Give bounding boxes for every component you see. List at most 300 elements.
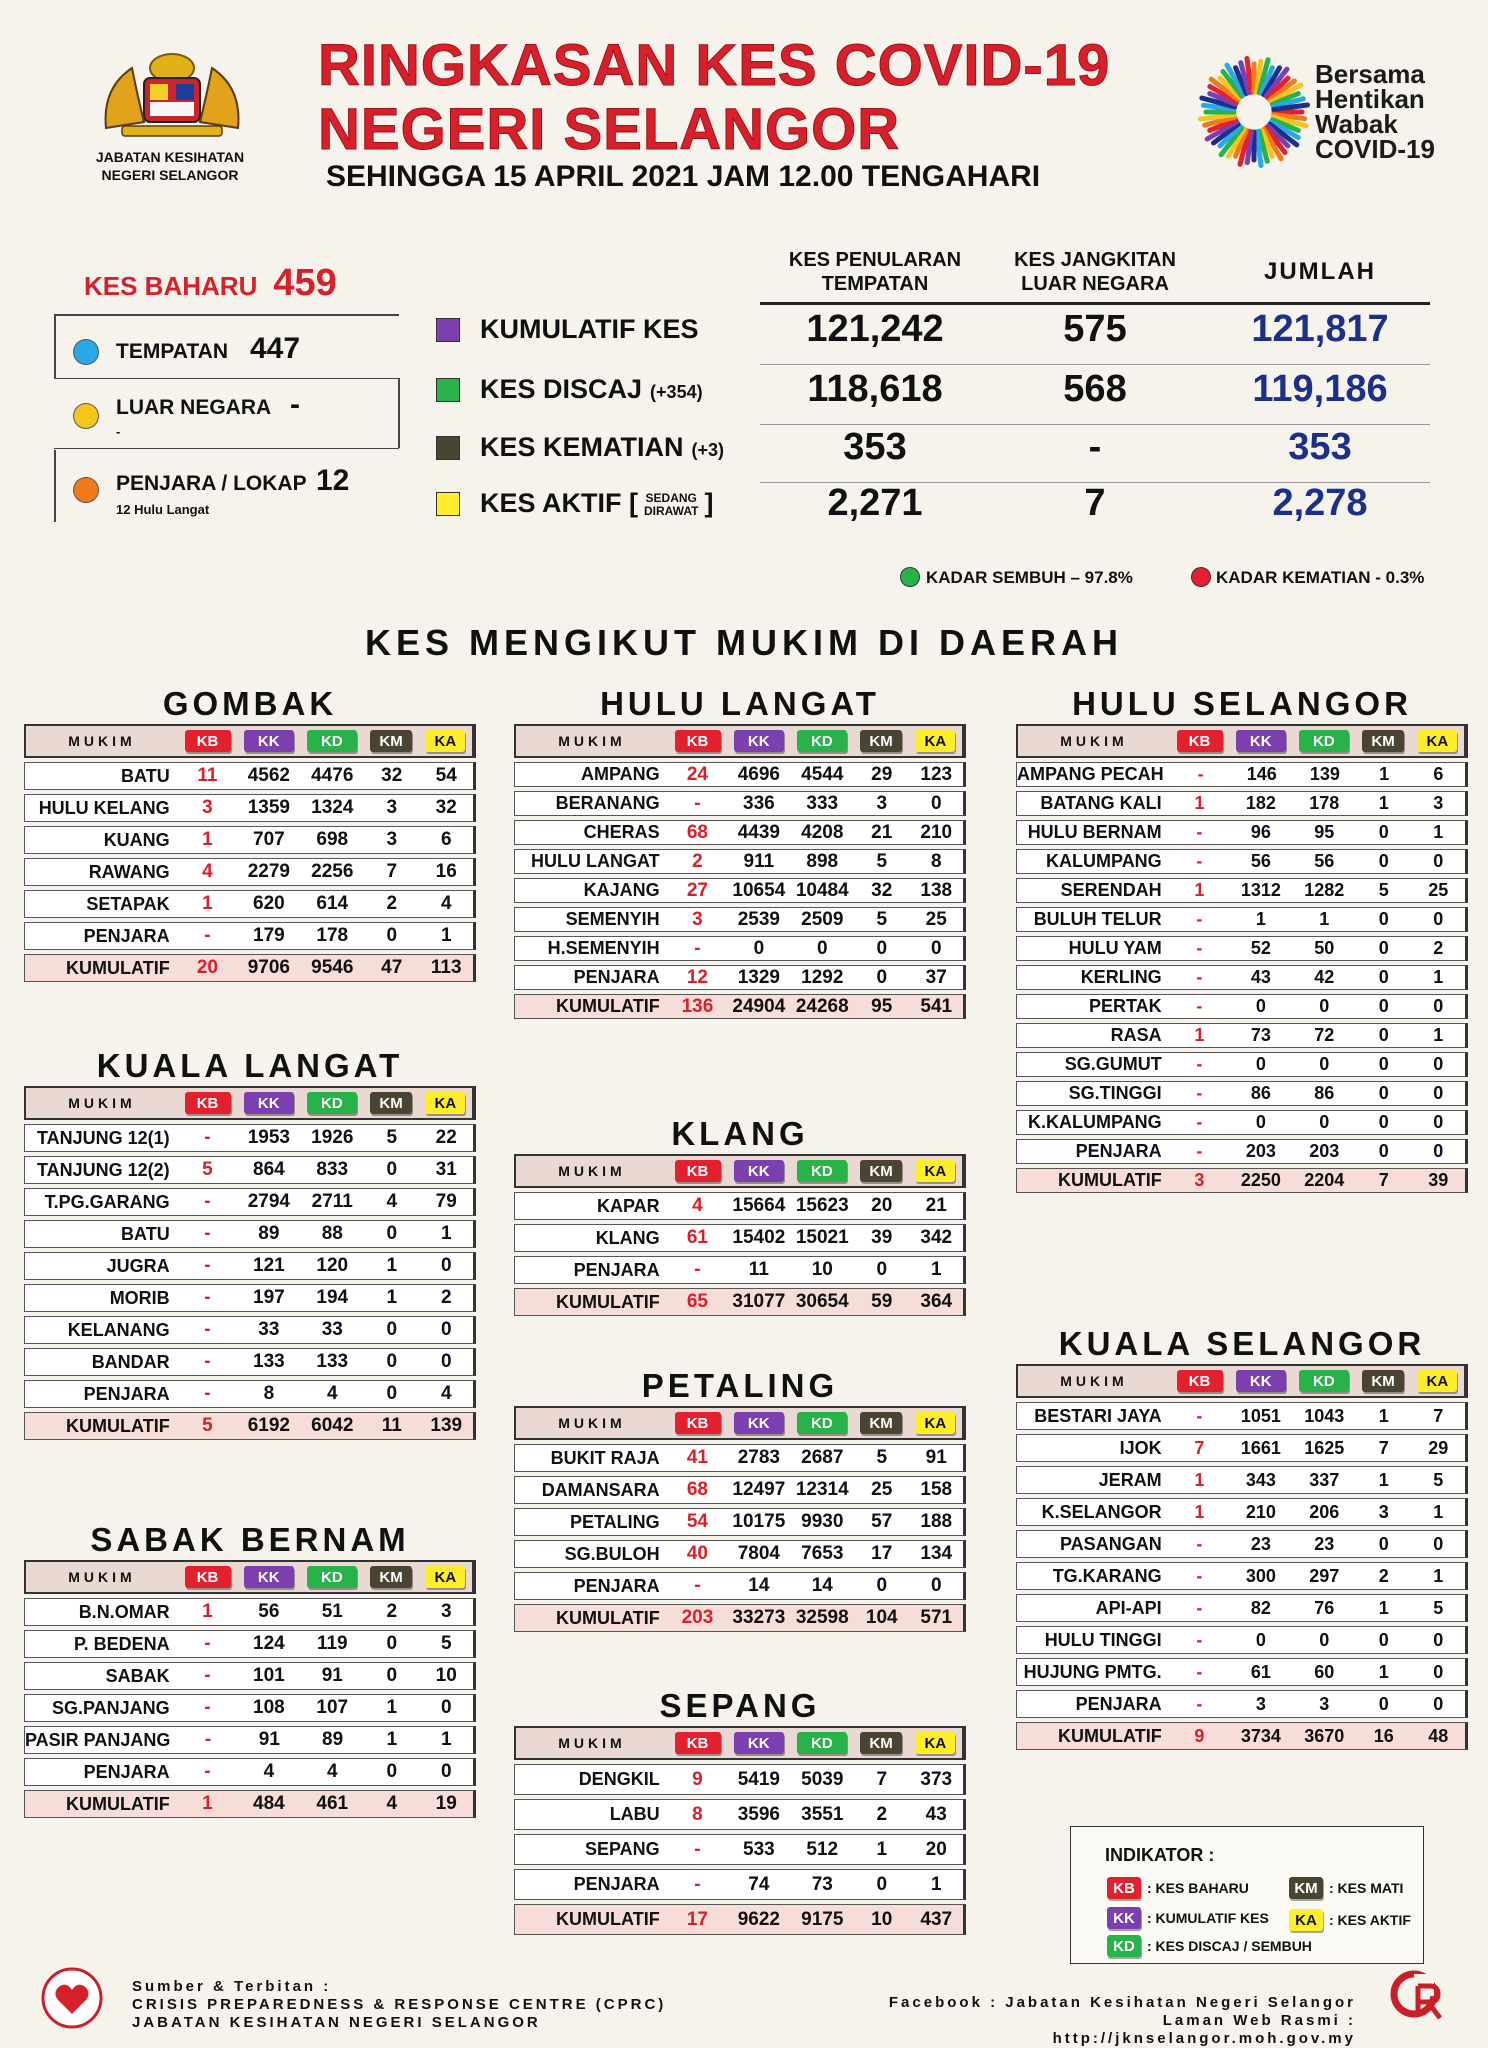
cell-ka: 39 bbox=[1428, 1170, 1449, 1190]
cell-kb: 20 bbox=[196, 957, 218, 978]
cell-kk: 343 bbox=[1245, 1469, 1276, 1490]
header-cell-kd bbox=[1292, 730, 1355, 752]
cell-kb: 54 bbox=[686, 1511, 708, 1532]
cell-kb: 9 bbox=[1194, 1725, 1205, 1746]
table-row bbox=[1016, 1690, 1468, 1718]
mukim-name: KALUMPANG bbox=[1046, 851, 1162, 871]
summary-row-4-local: 2,271 bbox=[827, 482, 923, 524]
cell-kd: 133 bbox=[316, 1351, 349, 1372]
summary-row-3-total: 353 bbox=[1288, 426, 1352, 468]
cell-ka: 5 bbox=[1433, 1469, 1444, 1490]
header-km-badge: KM bbox=[860, 1160, 902, 1182]
cell-kd: 512 bbox=[806, 1838, 839, 1860]
summary-row-2-change: (+354) bbox=[650, 382, 703, 402]
cell-kd: 0 bbox=[1319, 1629, 1330, 1650]
table-row bbox=[1016, 1562, 1468, 1590]
header-cell-ka bbox=[419, 1092, 472, 1114]
col-header-import-line-1: KES JANGKITAN bbox=[1014, 249, 1176, 271]
cell-ka: 123 bbox=[920, 763, 953, 785]
cell-kd: 337 bbox=[1309, 1469, 1340, 1490]
mukim-name: PETALING bbox=[570, 1511, 660, 1532]
legend-kd-text: : KES DISCAJ / SEMBUH bbox=[1147, 1938, 1312, 1954]
header-cell-kk bbox=[727, 1160, 790, 1182]
table-row bbox=[24, 1380, 476, 1408]
cell-ka: 373 bbox=[920, 1768, 953, 1790]
mukim-name: SEPANG bbox=[585, 1839, 660, 1859]
cell-kb: 68 bbox=[686, 821, 708, 843]
legend-kb-badge: KB bbox=[1107, 1877, 1141, 1899]
cell-kd: 833 bbox=[316, 1159, 349, 1180]
cell-ka: 29 bbox=[1428, 1437, 1449, 1458]
cell-ka: 3 bbox=[440, 1601, 452, 1622]
cell-km: 0 bbox=[1378, 967, 1389, 987]
footer-source-line-2: CRISIS PREPAREDNESS & RESPONSE CENTRE (CPRC) bbox=[132, 1996, 667, 2013]
new-cases-rule-d bbox=[54, 448, 399, 449]
cell-km: 39 bbox=[871, 1227, 893, 1248]
cumulative-row bbox=[24, 1412, 476, 1440]
cell-kb: 24 bbox=[686, 763, 708, 785]
header-km-badge: KM bbox=[860, 1412, 902, 1434]
cell-kd: 9930 bbox=[801, 1511, 844, 1532]
header-cell-kk bbox=[727, 730, 790, 752]
header-km-badge: KM bbox=[370, 1566, 412, 1588]
district-title: PETALING bbox=[641, 1367, 839, 1404]
cell-kb: - bbox=[1196, 1141, 1203, 1161]
district-gombak bbox=[24, 684, 476, 982]
header-kk-badge: KK bbox=[244, 730, 294, 752]
legend-kb-text: : KES BAHARU bbox=[1147, 1880, 1249, 1896]
district-title: KLANG bbox=[671, 1115, 809, 1152]
table-row bbox=[24, 1726, 476, 1754]
header-cell-kd bbox=[1292, 1370, 1355, 1392]
cell-ka: 21 bbox=[925, 1195, 947, 1216]
header-cell-km bbox=[853, 1412, 908, 1434]
header-kb-badge: KB bbox=[185, 730, 231, 752]
cell-ka: 25 bbox=[1428, 880, 1449, 900]
cell-kd: 2256 bbox=[311, 861, 354, 882]
summary-row-3-label-text: KES KEMATIAN bbox=[480, 432, 684, 462]
header-cell-kb bbox=[668, 1412, 727, 1434]
table-row bbox=[1016, 849, 1468, 874]
mukim-name: KUMULATIF bbox=[556, 1291, 660, 1312]
header-cell-kd bbox=[790, 1160, 853, 1182]
cell-kb: - bbox=[204, 1697, 211, 1718]
cell-kd: 333 bbox=[806, 792, 839, 814]
cell-km: 0 bbox=[1378, 1693, 1389, 1714]
cell-ka: 5 bbox=[1433, 1597, 1444, 1618]
cell-km: 0 bbox=[876, 937, 888, 959]
summary-row-4-label bbox=[480, 488, 713, 519]
page-title bbox=[318, 34, 1110, 162]
district-petaling bbox=[514, 1366, 966, 1632]
prison-dot-icon bbox=[74, 478, 98, 502]
cell-kb: - bbox=[1196, 1533, 1203, 1554]
cumulative-row bbox=[514, 1904, 966, 1935]
table-row bbox=[1016, 1530, 1468, 1558]
cell-km: 25 bbox=[871, 1479, 893, 1500]
mukim-name: KUMULATIF bbox=[556, 1607, 660, 1628]
district-title: GOMBAK bbox=[162, 685, 338, 722]
cell-kk: 108 bbox=[253, 1697, 285, 1718]
cell-kd: 614 bbox=[316, 893, 349, 914]
table-row bbox=[514, 878, 966, 903]
cell-km: 3 bbox=[876, 792, 888, 814]
header-kb-badge: KB bbox=[1177, 730, 1223, 752]
cell-kk: 864 bbox=[253, 1159, 285, 1180]
mukim-name: BERANANG bbox=[555, 793, 660, 813]
summary-row-1-import: 575 bbox=[1063, 308, 1127, 350]
coat-of-arms-logo bbox=[92, 38, 252, 142]
cell-kb: - bbox=[694, 1575, 701, 1596]
cell-kd: 51 bbox=[321, 1601, 343, 1622]
cell-km: 4 bbox=[386, 1793, 398, 1814]
cell-km: 7 bbox=[386, 861, 398, 882]
cell-kd: 120 bbox=[316, 1255, 349, 1276]
cell-ka: 54 bbox=[435, 765, 457, 786]
cell-kb: - bbox=[1196, 1565, 1203, 1586]
cell-kk: 15402 bbox=[732, 1227, 786, 1248]
footer-source-line-1: Sumber & Terbitan : bbox=[132, 1978, 332, 1995]
cell-km: 0 bbox=[386, 1223, 398, 1244]
cell-kd: 1625 bbox=[1304, 1437, 1345, 1458]
header-cell-ka bbox=[1411, 1370, 1464, 1392]
cell-kk: 0 bbox=[753, 937, 765, 959]
cell-kk: 89 bbox=[258, 1223, 280, 1244]
district-title: SEPANG bbox=[659, 1687, 821, 1724]
footer-website[interactable]: Laman Web Rasmi : http://jknselangor.moh.gov.my bbox=[1052, 2012, 1356, 2047]
campaign-sunburst-logo bbox=[1198, 56, 1310, 168]
district-hulu-langat bbox=[514, 684, 966, 1019]
cell-kd: 88 bbox=[321, 1223, 343, 1244]
table-header bbox=[514, 724, 966, 758]
header-ka-badge: KA bbox=[915, 1160, 955, 1182]
local-dot-icon bbox=[74, 340, 98, 364]
cumulative-row bbox=[514, 1288, 966, 1316]
col-header-import bbox=[1000, 248, 1190, 296]
header-km-badge: KM bbox=[860, 730, 902, 752]
cell-kk: 124 bbox=[253, 1633, 285, 1654]
cell-kb: 1 bbox=[202, 1793, 213, 1814]
import-label: LUAR NEGARA bbox=[116, 396, 272, 419]
cell-kb: - bbox=[1196, 1054, 1203, 1074]
table-row bbox=[1016, 820, 1468, 845]
cell-kd: 60 bbox=[1314, 1661, 1335, 1682]
mukim-name: KELANANG bbox=[67, 1319, 170, 1340]
cell-kd: 30654 bbox=[795, 1291, 849, 1312]
cell-kk: 2250 bbox=[1240, 1170, 1281, 1190]
mukim-name: P. BEDENA bbox=[73, 1633, 170, 1654]
cell-km: 0 bbox=[1378, 1025, 1389, 1045]
cell-km: 2 bbox=[386, 1601, 398, 1622]
table-row bbox=[24, 794, 476, 822]
mukim-name: BESTARI JAYA bbox=[1034, 1405, 1162, 1426]
cell-kk: 3596 bbox=[737, 1803, 780, 1825]
cell-kd: 73 bbox=[811, 1873, 833, 1895]
cell-ka: 1 bbox=[930, 1259, 942, 1280]
cell-kb: - bbox=[1196, 909, 1203, 929]
cell-kb: - bbox=[1196, 967, 1203, 987]
cell-kb: - bbox=[694, 1873, 701, 1895]
header-cell-km bbox=[363, 730, 418, 752]
cell-kb: - bbox=[1196, 1597, 1203, 1618]
summary-row-1-total: 121,817 bbox=[1251, 308, 1389, 350]
mukim-name: HULU LANGAT bbox=[531, 851, 660, 871]
prison-value: 12 bbox=[316, 464, 350, 497]
mukim-name: K.SELANGOR bbox=[1041, 1501, 1162, 1522]
summary-row-4-import: 7 bbox=[1084, 482, 1106, 524]
mukim-name: SG.TINGGI bbox=[1068, 1083, 1162, 1103]
mukim-name: RASA bbox=[1110, 1025, 1162, 1045]
summary-row-2-color-square bbox=[436, 378, 460, 402]
table-row bbox=[1016, 965, 1468, 990]
table-row bbox=[24, 762, 476, 790]
district-title: HULU SELANGOR bbox=[1072, 685, 1412, 722]
cell-kd: 297 bbox=[1309, 1565, 1340, 1586]
table-row bbox=[514, 1799, 966, 1830]
cell-km: 0 bbox=[1378, 1083, 1389, 1103]
cell-ka: 0 bbox=[1433, 1661, 1444, 1682]
slogan-line-1: Bersama bbox=[1315, 59, 1425, 89]
header-mukim: MUKIM bbox=[558, 733, 626, 749]
cell-kd: 206 bbox=[1309, 1501, 1340, 1522]
cell-ka: 0 bbox=[930, 792, 942, 814]
cell-kk: 9706 bbox=[247, 957, 290, 978]
cell-kb: - bbox=[1196, 822, 1203, 842]
cell-km: 29 bbox=[871, 763, 893, 785]
cell-km: 3 bbox=[1378, 1501, 1389, 1522]
header-cell-kk bbox=[1229, 1370, 1292, 1392]
header-kb-badge: KB bbox=[185, 1092, 231, 1114]
header-cell-ka bbox=[909, 1160, 962, 1182]
cell-kb: 41 bbox=[686, 1447, 708, 1468]
cell-kd: 24268 bbox=[795, 995, 849, 1017]
cell-kb: 5 bbox=[202, 1415, 213, 1436]
legend-item-kk bbox=[1105, 1907, 1269, 1929]
cell-kd: 1292 bbox=[801, 966, 844, 988]
table-row bbox=[1016, 762, 1468, 787]
table-row bbox=[1016, 1023, 1468, 1048]
cell-ka: 1 bbox=[1433, 822, 1444, 842]
mukim-name: SEMENYIH bbox=[565, 909, 660, 929]
cell-kb: - bbox=[204, 1191, 211, 1212]
mukim-name: BATU bbox=[121, 765, 170, 786]
cell-kk: 336 bbox=[743, 792, 775, 814]
cell-ka: 541 bbox=[920, 995, 953, 1017]
mukim-name: BATANG KALI bbox=[1040, 793, 1162, 813]
header-cell-kk bbox=[237, 1566, 300, 1588]
mukim-name: PENJARA bbox=[573, 1874, 660, 1894]
table-row bbox=[24, 922, 476, 950]
active-note-line-1: SEDANG bbox=[645, 490, 697, 505]
cell-ka: 1 bbox=[440, 1223, 452, 1244]
cell-kb: - bbox=[694, 1838, 701, 1860]
mukim-name: TANJUNG 12(1) bbox=[36, 1127, 170, 1148]
prison-label: PENJARA / LOKAP bbox=[116, 472, 307, 495]
table-row bbox=[24, 1662, 476, 1690]
mukim-name: IJOK bbox=[1119, 1437, 1162, 1458]
table-row bbox=[1016, 1658, 1468, 1686]
header-ka-badge: KA bbox=[1417, 1370, 1457, 1392]
header-ka-badge: KA bbox=[425, 730, 465, 752]
table-row bbox=[514, 907, 966, 932]
cell-kk: 15664 bbox=[732, 1195, 786, 1216]
table-row bbox=[514, 1572, 966, 1600]
cell-kd: 898 bbox=[806, 850, 839, 872]
footer-source-line-3: JABATAN KESIHATAN NEGERI SELANGOR bbox=[132, 2014, 541, 2031]
cell-kb: 1 bbox=[1194, 793, 1205, 813]
mukim-name: PENJARA bbox=[83, 1761, 170, 1782]
header-kd-badge: KD bbox=[307, 1566, 357, 1588]
legend-ka-badge: KA bbox=[1289, 1909, 1323, 1931]
table-row bbox=[1016, 1052, 1468, 1077]
cell-kb: 1 bbox=[1194, 1501, 1205, 1522]
cell-kb: 5 bbox=[202, 1159, 213, 1180]
cell-kk: 2279 bbox=[247, 861, 290, 882]
cell-kk: 0 bbox=[1255, 996, 1266, 1016]
table-row bbox=[1016, 907, 1468, 932]
cell-kk: 23 bbox=[1250, 1533, 1271, 1554]
header-ka-badge: KA bbox=[915, 1732, 955, 1754]
mukim-name: HUJUNG PMTG. bbox=[1023, 1661, 1162, 1682]
summary-row-4-color-square bbox=[436, 492, 460, 516]
table-row bbox=[24, 1220, 476, 1248]
summary-row-1-label-text: KUMULATIF KES bbox=[480, 314, 699, 344]
department-name bbox=[80, 148, 260, 184]
cprc-logo bbox=[1388, 1968, 1446, 2030]
header-cell-kb bbox=[1170, 730, 1229, 752]
cell-km: 95 bbox=[871, 995, 893, 1017]
header-kd-badge: KD bbox=[797, 1160, 847, 1182]
legend-ka-text: : KES AKTIF bbox=[1329, 1912, 1411, 1928]
cell-ka: 0 bbox=[1433, 1083, 1444, 1103]
table-header bbox=[514, 1406, 966, 1440]
cell-kd: 9175 bbox=[801, 1908, 844, 1930]
header-mukim: MUKIM bbox=[558, 1163, 626, 1179]
table-row bbox=[1016, 1434, 1468, 1462]
cell-ka: 6 bbox=[440, 829, 452, 850]
cell-kk: 2794 bbox=[247, 1191, 290, 1212]
cell-ka: 91 bbox=[925, 1447, 947, 1468]
cell-kd: 2711 bbox=[311, 1191, 353, 1212]
slogan-line-3: Wabak bbox=[1315, 109, 1398, 139]
cell-kb: - bbox=[1196, 1112, 1203, 1132]
header-cell-kd bbox=[790, 1412, 853, 1434]
new-cases-rule-e bbox=[54, 450, 56, 522]
header-kk-badge: KK bbox=[734, 1160, 784, 1182]
summary-row-1-label bbox=[480, 314, 698, 345]
cell-ka: 0 bbox=[1433, 1533, 1444, 1554]
cell-kd: 15623 bbox=[795, 1195, 849, 1216]
mukim-name: KAPAR bbox=[597, 1195, 660, 1216]
cell-km: 11 bbox=[381, 1415, 402, 1436]
cell-km: 0 bbox=[386, 1665, 398, 1686]
cell-kb: 3 bbox=[1194, 1170, 1205, 1190]
table-row bbox=[24, 1188, 476, 1216]
table-row bbox=[514, 820, 966, 845]
mukim-name: KUMULATIF bbox=[556, 996, 660, 1016]
mukim-name: SETAPAK bbox=[86, 893, 170, 914]
cell-km: 20 bbox=[871, 1195, 893, 1216]
new-cases-label: KES BAHARU bbox=[84, 271, 258, 301]
header-kk-badge: KK bbox=[244, 1092, 294, 1114]
cell-ka: 0 bbox=[1433, 1054, 1444, 1074]
cell-kk: 82 bbox=[1250, 1597, 1271, 1618]
cell-ka: 139 bbox=[430, 1415, 463, 1436]
cell-kk: 210 bbox=[1245, 1501, 1276, 1522]
cell-km: 10 bbox=[871, 1908, 893, 1930]
cell-kb: 7 bbox=[1194, 1437, 1205, 1458]
header-kd-badge: KD bbox=[307, 1092, 357, 1114]
cell-km: 0 bbox=[1378, 1112, 1389, 1132]
mukim-name: DAMANSARA bbox=[541, 1479, 660, 1500]
mukim-name: TG.KARANG bbox=[1052, 1565, 1162, 1586]
header-mukim: MUKIM bbox=[68, 733, 136, 749]
cell-kd: 4208 bbox=[801, 821, 844, 843]
cell-kb: - bbox=[1197, 764, 1204, 784]
district-title: KUALA SELANGOR bbox=[1058, 1325, 1426, 1362]
header-cell-kb bbox=[668, 1160, 727, 1182]
cell-kk: 707 bbox=[253, 829, 285, 850]
header-cell-kb bbox=[178, 1566, 237, 1588]
cell-ka: 210 bbox=[920, 821, 953, 843]
header-cell-kd bbox=[300, 1092, 363, 1114]
mukim-name: T.PG.GARANG bbox=[44, 1191, 170, 1212]
cell-kb: - bbox=[1196, 996, 1203, 1016]
cell-ka: 1 bbox=[930, 1873, 942, 1895]
cell-kb: 11 bbox=[197, 765, 218, 786]
table-row bbox=[514, 1764, 966, 1795]
header-kb-badge: KB bbox=[675, 1732, 721, 1754]
cell-ka: 20 bbox=[925, 1838, 947, 1860]
cell-km: 3 bbox=[386, 797, 398, 818]
cell-kk: 1359 bbox=[247, 797, 290, 818]
cell-kd: 86 bbox=[1314, 1083, 1335, 1103]
table-header bbox=[24, 1086, 476, 1120]
new-cases-heading bbox=[84, 262, 337, 305]
footer-facebook[interactable]: Facebook : Jabatan Kesihatan Negeri Selangor bbox=[888, 1994, 1356, 2011]
cell-km: 0 bbox=[1378, 822, 1389, 842]
cell-kb: - bbox=[1196, 1693, 1203, 1714]
cell-kk: 43 bbox=[1250, 967, 1271, 987]
cell-kb: - bbox=[204, 925, 211, 946]
cell-kk: 74 bbox=[748, 1873, 770, 1895]
cell-km: 1 bbox=[876, 1838, 888, 1860]
cell-km: 104 bbox=[865, 1607, 898, 1628]
table-row bbox=[514, 791, 966, 816]
mukim-name: KUANG bbox=[103, 829, 170, 850]
mukim-name: PERTAK bbox=[1089, 996, 1162, 1016]
header-cell-kb bbox=[178, 1092, 237, 1114]
mukim-name: AMPANG PECAH bbox=[1017, 764, 1164, 784]
cell-km: 1 bbox=[1378, 1469, 1389, 1490]
cell-kk: 33273 bbox=[732, 1607, 786, 1628]
cell-km: 0 bbox=[1378, 851, 1389, 871]
cell-ka: 342 bbox=[920, 1227, 953, 1248]
header-cell-ka bbox=[1411, 730, 1464, 752]
table-row bbox=[514, 936, 966, 961]
mukim-name: K.KALUMPANG bbox=[1028, 1112, 1162, 1132]
header-cell-kk bbox=[237, 1092, 300, 1114]
cell-kk: 14 bbox=[748, 1575, 770, 1596]
page-subtitle: SEHINGGA 15 APRIL 2021 JAM 12.00 TENGAHARI bbox=[326, 160, 1041, 193]
title-line-1: RINGKASAN KES COVID-19 bbox=[318, 33, 1111, 98]
cell-kd: 14 bbox=[811, 1575, 833, 1596]
table-row bbox=[1016, 1139, 1468, 1164]
cell-ka: 1 bbox=[1433, 1025, 1444, 1045]
header-mukim: MUKIM bbox=[68, 1569, 136, 1585]
new-cases-top-rule bbox=[54, 314, 399, 316]
cell-km: 0 bbox=[876, 1259, 888, 1280]
